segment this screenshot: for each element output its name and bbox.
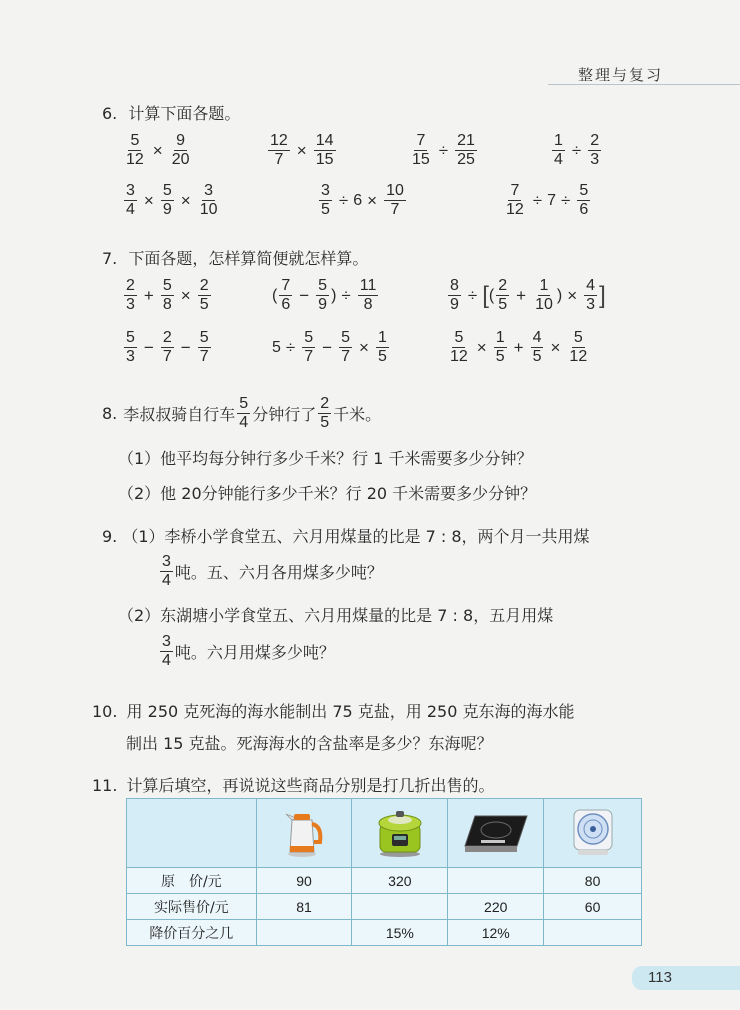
operator: + xyxy=(143,285,154,305)
numerator: 21 xyxy=(457,132,475,149)
denominator: 4 xyxy=(554,151,563,168)
denominator: 15 xyxy=(315,151,334,168)
denominator: 10 xyxy=(199,201,218,218)
operator: + xyxy=(513,337,524,357)
table-row xyxy=(127,894,642,920)
question-number: 11. xyxy=(92,776,118,795)
numerator: 7 xyxy=(510,182,520,199)
numerator: 2 xyxy=(199,277,209,294)
operator: − xyxy=(322,337,333,357)
fraction xyxy=(198,329,211,366)
numerator: 5 xyxy=(126,329,135,346)
fraction xyxy=(448,277,461,314)
operator: ÷ xyxy=(571,140,582,160)
fraction xyxy=(533,277,555,314)
q7-expression-1 xyxy=(122,277,213,314)
table-cell: 60 xyxy=(544,894,642,920)
fraction xyxy=(170,132,192,169)
table-row xyxy=(127,920,642,946)
numerator: 14 xyxy=(315,132,334,149)
denominator: 12 xyxy=(126,151,144,168)
numerator: 5 xyxy=(341,329,350,346)
fraction xyxy=(314,132,336,169)
operator: ÷ xyxy=(285,337,296,357)
denominator: 7 xyxy=(304,348,314,365)
fraction xyxy=(410,132,432,169)
row-label-actual-price: 实际售价/元 xyxy=(127,894,257,920)
numerator: 7 xyxy=(281,277,291,294)
denominator: 10 xyxy=(535,296,553,313)
table-corner-cell xyxy=(127,799,257,868)
denominator: 6 xyxy=(579,201,589,218)
fraction xyxy=(455,132,477,169)
fraction xyxy=(302,329,315,366)
numerator: 4 xyxy=(586,277,596,294)
induction-cooker-cell xyxy=(448,799,544,868)
fraction xyxy=(567,329,589,366)
question-number: 8. xyxy=(102,404,118,423)
numerator: 5 xyxy=(162,277,172,294)
denominator: 7 xyxy=(390,201,400,218)
fan-icon xyxy=(570,806,616,858)
numerator: 3 xyxy=(162,553,171,570)
denominator: 5 xyxy=(377,348,387,365)
operator: ÷ xyxy=(561,190,571,210)
kettle-cell xyxy=(256,799,352,868)
fraction xyxy=(584,277,597,314)
denominator: 3 xyxy=(126,296,135,313)
table-cell xyxy=(352,894,448,920)
question-number: 10. xyxy=(92,702,118,721)
question-10-line-1: 10. 用 250 克死海的海水能制出 75 克盐，用 250 克东海的海水能 xyxy=(92,702,575,721)
question-7-heading xyxy=(102,246,368,269)
numerator: 1 xyxy=(539,277,549,294)
table-cell xyxy=(448,868,544,894)
question-prompt: 计算下面各题。 xyxy=(128,104,241,123)
operator: − xyxy=(299,285,310,305)
numerator: 10 xyxy=(386,182,404,199)
numerator: 11 xyxy=(359,277,377,294)
denominator: 5 xyxy=(498,296,508,313)
pressure-cooker-icon xyxy=(374,806,426,858)
fraction xyxy=(161,329,174,366)
fraction xyxy=(552,132,565,169)
numerator: 4 xyxy=(532,329,542,346)
denominator: 5 xyxy=(199,296,209,313)
denominator: 9 xyxy=(318,296,328,313)
q6-expression-3 xyxy=(408,132,479,169)
induction-cooker-icon xyxy=(463,810,529,854)
fraction xyxy=(198,277,211,314)
operator: × xyxy=(152,140,163,160)
fraction xyxy=(494,329,507,366)
q8-subquestion-1: （1）他平均每分钟行多少千米？行 1 千米需要多少分钟？ xyxy=(118,449,533,468)
q8-subquestion-2: （2）他 20分钟能行多少千米？行 20 千米需要多少分钟？ xyxy=(118,484,537,503)
denominator: 4 xyxy=(126,201,135,218)
table-cell: 80 xyxy=(544,868,642,894)
denominator: 3 xyxy=(590,151,600,168)
fraction xyxy=(124,329,137,366)
numerator: 5 xyxy=(130,132,140,149)
numerator: 2 xyxy=(162,329,172,346)
numerator: 5 xyxy=(573,329,583,346)
q6-expression-1 xyxy=(122,132,194,169)
fraction xyxy=(496,277,509,314)
question-number: 6. xyxy=(102,104,118,123)
numerator: 1 xyxy=(495,329,505,346)
denominator: 3 xyxy=(586,296,596,313)
fraction xyxy=(279,277,292,314)
numerator: 5 xyxy=(199,329,209,346)
operator: × xyxy=(567,285,578,305)
table-cell: 15% xyxy=(352,920,448,946)
question-prompt: 计算后填空，再说说这些商品分别是打几折出售的。 xyxy=(126,776,495,795)
row-label-discount-percent: 降价百分之几 xyxy=(127,920,257,946)
q6-expression-4 xyxy=(550,132,603,169)
question-9-sub2-line-1: （2）东湖塘小学食堂五、六月用煤量的比是 7 : 8，五月用煤 xyxy=(118,606,554,625)
denominator: 4 xyxy=(162,652,171,669)
kettle-icon xyxy=(284,806,324,858)
numerator: 5 xyxy=(454,329,464,346)
question-9-line-2: $\frac{3}{4}$ 吨。五、六月各用煤多少吨？ xyxy=(162,553,383,589)
q6-expression-5 xyxy=(122,182,221,219)
operator: × xyxy=(296,140,307,160)
fraction xyxy=(198,182,220,219)
numerator: 5 xyxy=(162,182,172,199)
table-cell: 320 xyxy=(352,868,448,894)
operator: × xyxy=(476,337,487,357)
numerator: 3 xyxy=(126,182,135,199)
numerator: 5 xyxy=(579,182,589,199)
numerator: 3 xyxy=(321,182,330,199)
numerator: 2 xyxy=(320,395,330,412)
operator: − xyxy=(143,337,154,357)
operator: × xyxy=(180,190,191,210)
numerator: 9 xyxy=(176,132,186,149)
denominator: 7 xyxy=(341,348,350,365)
denominator: 15 xyxy=(412,151,430,168)
row-label-original-price: 原 价/元 xyxy=(127,868,257,894)
question-number: 9. xyxy=(102,527,118,546)
operator: + xyxy=(516,285,527,305)
question-9-line-1: 9. （1）李桥小学食堂五、六月用煤量的比是 7 : 8，两个月一共用煤 xyxy=(102,527,590,546)
fraction xyxy=(124,132,146,169)
table-cell: 12% xyxy=(448,920,544,946)
fraction xyxy=(358,277,379,314)
fraction xyxy=(531,329,544,366)
numerator: 7 xyxy=(416,132,426,149)
denominator: 20 xyxy=(171,151,190,168)
fraction xyxy=(448,329,470,366)
fraction xyxy=(318,395,331,432)
numerator: 1 xyxy=(554,132,563,149)
fraction xyxy=(268,132,290,169)
q6-expression-6: $\frac{3}{5}$ ÷ 6 × $\frac{10}{7}$ xyxy=(321,182,404,218)
denominator: 25 xyxy=(457,151,475,168)
numerator: 2 xyxy=(498,277,508,294)
fraction xyxy=(376,329,389,366)
denominator: 12 xyxy=(450,348,468,365)
fraction xyxy=(160,553,173,590)
denominator: 5 xyxy=(320,414,330,431)
fraction xyxy=(588,132,601,169)
denominator: 4 xyxy=(162,572,171,589)
denominator: 5 xyxy=(495,348,505,365)
numerator: 3 xyxy=(162,633,171,650)
fraction xyxy=(577,182,590,219)
denominator: 8 xyxy=(162,296,172,313)
table-cell: 220 xyxy=(448,894,544,920)
q7-expression-6 xyxy=(446,329,591,366)
numerator: 5 xyxy=(239,395,249,412)
operator: × xyxy=(180,285,191,305)
denominator: 4 xyxy=(239,414,249,431)
numerator: 2 xyxy=(126,277,135,294)
operator: − xyxy=(180,337,191,357)
page-number: 113 xyxy=(648,969,672,986)
q6-expression-7: $\frac{7}{12}$ ÷ 7 ÷ $\frac{5}{6}$ xyxy=(506,182,589,218)
question-number: 7. xyxy=(102,249,118,268)
table-image-row xyxy=(127,799,642,868)
denominator: 7 xyxy=(162,348,172,365)
denominator: 3 xyxy=(126,348,135,365)
table-cell xyxy=(544,920,642,946)
denominator: 5 xyxy=(321,201,330,218)
operator: × xyxy=(550,337,561,357)
denominator: 8 xyxy=(363,296,373,313)
numerator: 5 xyxy=(304,329,314,346)
denominator: 9 xyxy=(162,201,172,218)
numerator: 5 xyxy=(318,277,328,294)
fraction xyxy=(161,277,174,314)
fraction xyxy=(237,395,250,432)
pressure-cooker-cell xyxy=(352,799,448,868)
fraction xyxy=(319,182,332,219)
q7-expression-3: $\frac{8}{9}$ ÷ [ ( $\frac{2}{5}$ + $\frac{1}{10}$ ) × $\frac{4}{3}$ ] xyxy=(450,277,606,313)
denominator: 9 xyxy=(450,296,459,313)
question-8-heading: 8. 李叔叔骑自行车 $\frac{5}{4}$ 分钟行了 $\frac{2}{5}$ 千米。 xyxy=(102,395,382,431)
q7-expression-2: ( $\frac{7}{6}$ − $\frac{5}{9}$ ) ÷ $\frac{11}{8}$ xyxy=(272,277,377,313)
question-9-sub2-line-2: $\frac{3}{4}$ 吨。六月用煤多少吨？ xyxy=(162,633,335,669)
numerator: 2 xyxy=(590,132,600,149)
section-title: 整理与复习 xyxy=(578,66,664,84)
q7-expression-5: 5 ÷ $\frac{5}{7}$ − $\frac{5}{7}$ × $\frac{1}{5}$ xyxy=(272,329,387,365)
operator: ÷ xyxy=(467,285,478,305)
question-prompt: 下面各题，怎样算简便就怎样算。 xyxy=(128,249,369,268)
denominator: 7 xyxy=(199,348,209,365)
fraction xyxy=(161,182,174,219)
fan-cell xyxy=(544,799,642,868)
fraction xyxy=(124,277,137,314)
numerator: 1 xyxy=(377,329,387,346)
question-11-heading xyxy=(92,773,495,796)
operator: ÷ xyxy=(341,285,351,305)
denominator: 5 xyxy=(532,348,542,365)
question-10-line-2: 制出 15 克盐。死海海水的含盐率是多少？东海呢？ xyxy=(126,734,493,753)
q7-expression-4 xyxy=(122,329,213,366)
operator: × xyxy=(367,190,378,210)
q6-expression-2 xyxy=(266,132,338,169)
operator: × xyxy=(143,190,154,210)
operator: ÷ xyxy=(532,190,543,210)
table-cell: 81 xyxy=(256,894,352,920)
fraction xyxy=(384,182,406,219)
numerator: 12 xyxy=(270,132,288,149)
table-cell: 90 xyxy=(256,868,352,894)
table-row xyxy=(127,868,642,894)
operator: × xyxy=(359,337,369,357)
fraction xyxy=(160,633,173,670)
fraction xyxy=(504,182,526,219)
fraction xyxy=(339,329,352,366)
numerator: 3 xyxy=(204,182,214,199)
numerator: 8 xyxy=(450,277,459,294)
denominator: 12 xyxy=(506,201,524,218)
fraction xyxy=(124,182,137,219)
denominator: 7 xyxy=(274,151,284,168)
price-table xyxy=(126,798,642,946)
operator: ÷ xyxy=(438,140,449,160)
question-6-heading xyxy=(102,101,240,124)
fraction xyxy=(316,277,329,314)
table-cell xyxy=(256,920,352,946)
denominator: 6 xyxy=(281,296,291,313)
header-divider xyxy=(548,84,740,85)
denominator: 12 xyxy=(569,348,588,365)
operator: ÷ xyxy=(338,190,349,210)
